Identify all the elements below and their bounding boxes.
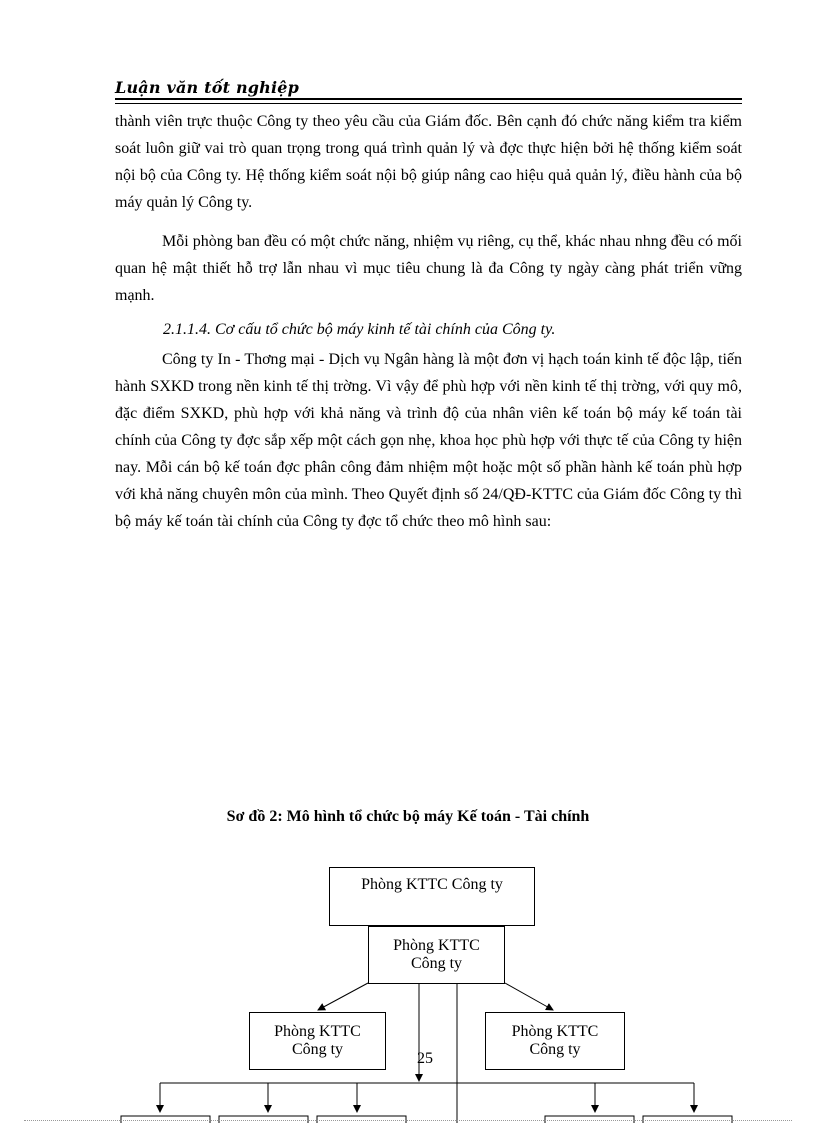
arrow-to-right-box: [505, 983, 553, 1010]
paragraph-1: thành viên trực thuộc Công ty theo yêu cầu của Giám đốc. Bên cạnh đó chức năng kiểm tra kiểm soát luôn giữ vai trò quan trọng trong quá trình quản lý và đợc thực hiện bởi hệ thống kiểm soát nội bộ của Công ty. Hệ thống kiểm soát nội bộ giúp nâng cao hiệu quả quản lý, điều hành của bộ máy quản lý Công ty.: [115, 113, 742, 211]
section-heading: 2.1.1.4. Cơ cấu tổ chức bộ máy kinh tế tài chính của Công ty.: [163, 321, 556, 338]
paragraph-3: Công ty In - Thơng mại - Dịch vụ Ngân hàng là một đơn vị hạch toán kinh tế độc lập, tiến hành SXKD trong nền kinh tế thị trờng. Vì vậy để phù hợp với nền kinh tế thị trờng, với quy mô, đặc điểm SXKD, phù hợp với khả năng và trình độ của nhân viên kế toán bộ máy kế toán tài chính của Công ty đợc sắp xếp một cách gọn nhẹ, khoa học phù hợp với thực tế của Công ty hiện nay. Mỗi cán bộ kế toán đợc phân công đảm nhiệm một hoặc một số phần hành kế toán phù hợp với khả năng chuyên môn của mình. Theo Quyết định số 24/QĐ-KTTC của Giám đốc Công ty thì bộ máy kế toán tài chính của Công ty đợc tổ chức theo mô hình sau:: [115, 351, 742, 530]
diagram-caption: Sơ đồ 2: Mô hình tổ chức bộ máy Kế toán - Tài chính: [226, 808, 590, 825]
org-box-top: Phòng KTTC Công ty: [329, 867, 535, 926]
arrow-to-left-box: [318, 983, 368, 1010]
footer-dotted-line: [24, 1120, 792, 1121]
org-box-right-label: Phòng KTTC Công ty: [511, 1023, 599, 1058]
org-box-middle-label: Phòng KTTC Công ty: [393, 937, 480, 972]
header-title: Luận văn tốt nghiệp: [115, 78, 300, 97]
org-box-left-label: Phòng KTTC Công ty: [274, 1023, 361, 1058]
paragraph-2: Mỗi phòng ban đều có một chức năng, nhiệm vụ riêng, cụ thể, khác nhau nhng đều có mối quan hệ mật thiết hỗ trợ lẫn nhau vì mục tiêu chung là đa Công ty ngày càng phát triển vững mạnh.: [115, 233, 742, 304]
org-box-right: [485, 1012, 625, 1070]
page-number: 25: [417, 1050, 433, 1067]
org-box-left: [249, 1012, 386, 1070]
org-box-middle: [368, 926, 505, 984]
